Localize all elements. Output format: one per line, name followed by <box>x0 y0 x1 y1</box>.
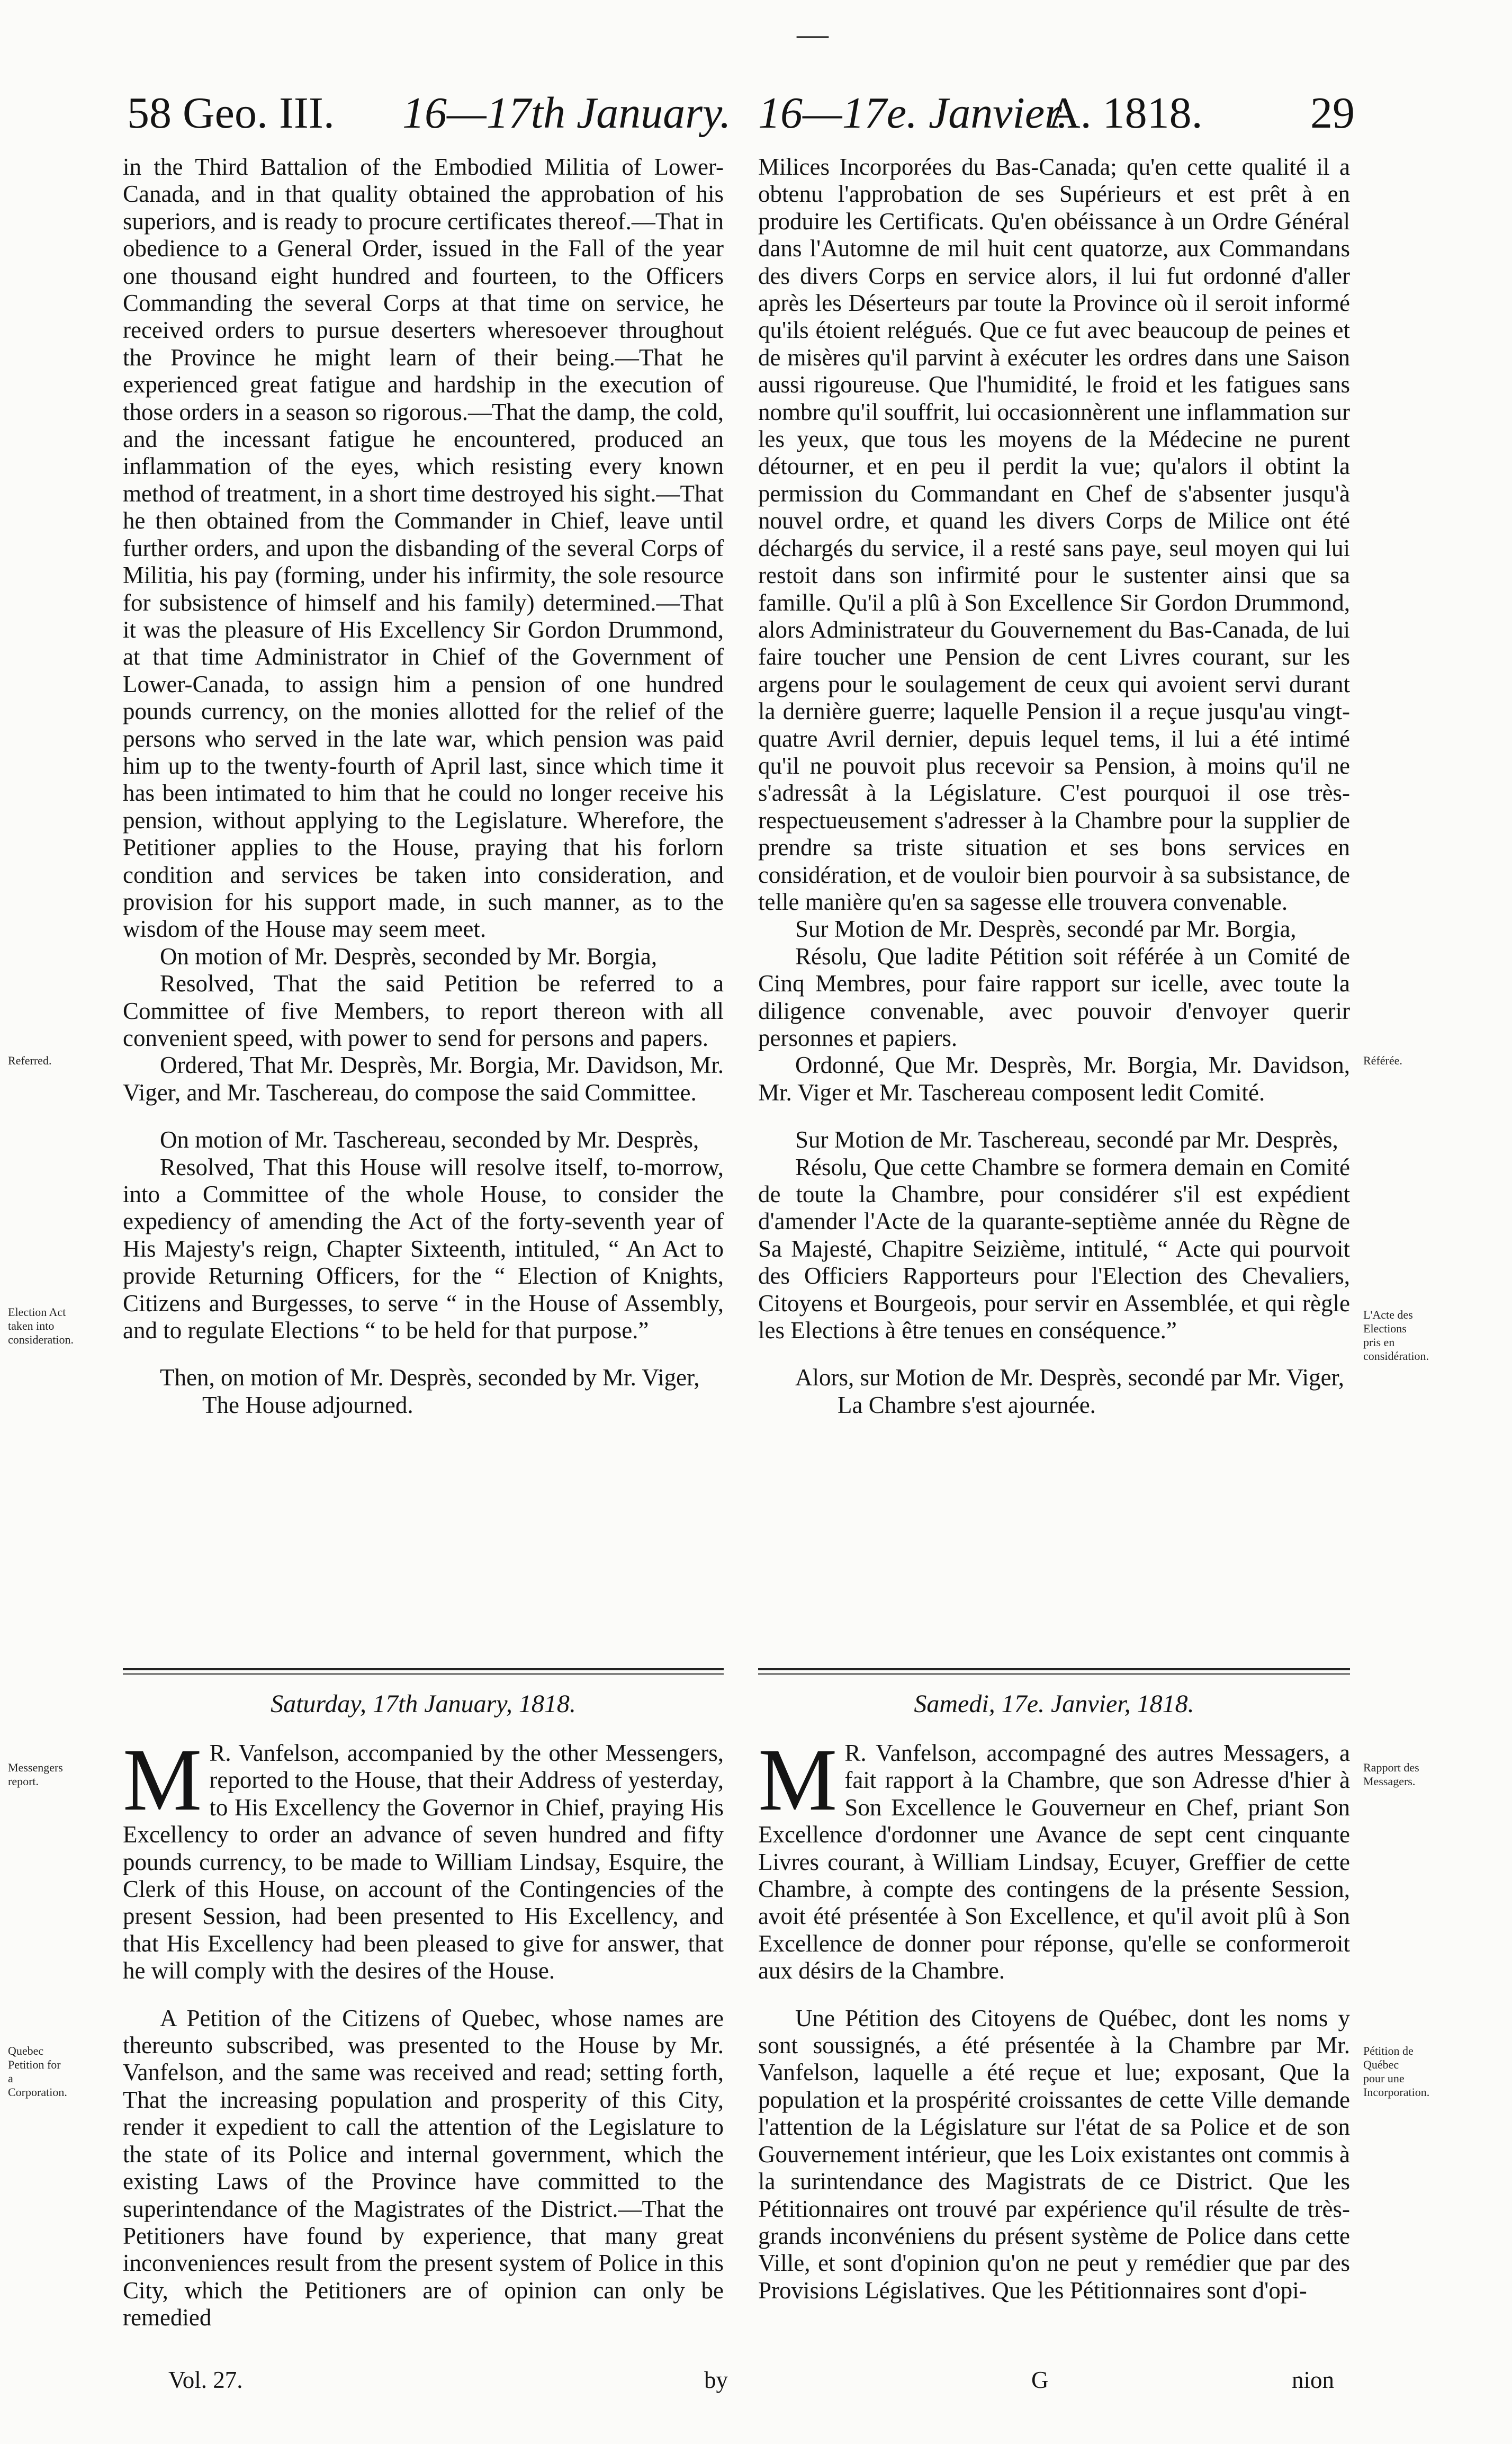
header-regnal-year: 58 Geo. III. <box>127 88 335 138</box>
messengers-report-text: R. Vanfelson, accompanied by the other Messengers, reported to the House, that their Address of yesterday, to His Excellency the Governor in Chief, praying His Excellency to order an advance of seven hundred and fifty pounds currency, to be made to William Lindsay, Esquire, the Clerk of this House, on account of the Contingencies of the present Session, had been presented to His Excellency, and that His Excellency had been pleased to give for answer, that he will comply with the desires of the House. <box>123 1740 724 1984</box>
page-number: 29 <box>1310 88 1355 138</box>
french-dropcap: M <box>758 1731 838 1829</box>
english-column-bottom <box>123 1731 724 2332</box>
motion-taschereau-fr: Sur Motion de Mr. Taschereau, secondé par Mr. Desprès, <box>795 1126 1338 1153</box>
margin-note-referee: Référée. <box>1363 1054 1402 1067</box>
volume-marker: Vol. 27. <box>168 2367 243 2393</box>
resolved-election-act: Resolved, That this House will resolve itself, to-morrow, into a Committee of the whole House, to consider the expediency of amending the Act of the forty-seventh year of His Majesty's reign, Chapter Sixteenth, intituled, “ An Act to provide Returning Officers, for the “ Election of Knights, Citizens and Burgesses, to serve “ in the House of Assembly, and to regulate Elections “ to be held for that purpose.” <box>123 1153 724 1344</box>
margin-note-rapport: Rapport des Messagers. <box>1363 1761 1419 1788</box>
english-sitting-date: Saturday, 17th January, 1818. <box>271 1690 576 1718</box>
petition-text: in the Third Battalion of the Embodied Militia of Lower-Canada, and in that quality obtained the approbation of his superiors, and is ready to procure certificates thereof.—That in obedience to a General Order, issued in the Fall of the year one thousand eight hundred and fourteen, to the Officers Commanding the several Corps at that time on service, he received orders to pursue deserters wheresoever throughout the Province he might learn of their being.—That he experienced great fatigue and hardship in the execution of those orders in a season so rigorous.—That the damp, the cold, and the incessant fatigue he encountered, produced an inflammation of the eyes, which resisting every known method of treatment, in a short time destroyed his sight.—That he then obtained from the Commander in Chief, leave until further orders, and upon the disbanding of the several Corps of Militia, his pay (forming, under his infirmity, the sole resource for subsistence of himself and his family) determined.—That it was the pleasure of His Excellency Sir Gordon Drummond, at that time Administrator in Chief of the Government of Lower-Canada, to assign him a pension of one hundred pounds currency, on the monies allotted for the relief of the persons who served in the late war, which pension was paid him up to the twenty-fourth of April last, since which time it has been intimated to him that he could no longer receive his pension, without applying to the Legislature. Wherefore, the Petitioner applies to the House, praying that his forlorn condition and services be taken into consideration, and provision for his support made, in such manner, as to the wisdom of the House may seem meet. <box>123 154 724 943</box>
rapport-messagers-text: R. Vanfelson, accompagné des autres Messagers, a fait rapport à la Chambre, que son Adresse d'hier à Son Excellence le Gouverneur en Chef, priant Son Excellence d'ordonner une Avance de sept cent cinquante Livres courant, à William Lindsay, Ecuyer, Greffier de cette Chambre, à compte des contingens de la présente Session, avoit été présentée à Son Excellence, et qu'il avoit plû à Son Excellence de donner pour réponse, qu'elle se conformeroit aux désirs de la Chambre. <box>758 1740 1350 1984</box>
motion-adjourn: Then, on motion of Mr. Desprès, seconded by Mr. Viger, <box>160 1364 700 1391</box>
french-column-bottom <box>758 1731 1350 2304</box>
french-column-top <box>758 154 1350 1419</box>
house-adjourned: The House adjourned. <box>202 1391 413 1418</box>
margin-note-petition-quebec: Pétition de Québec pour une Incorporation. <box>1363 2044 1430 2099</box>
petition-quebec-text: Une Pétition des Citoyens de Québec, dont les noms y sont soussignés, a été présentée à la Chambre par Mr. Vanfelson, laquelle a été reçue et lue; exposant, Que la population et la prospérité croissantes de cette Ville demande l'attention de la Législature sur l'état de sa Police et de son Gouvernement intérieur, que les Loix existantes ont commis à la surintendance des Magistrats de ce District. Que les Pétitionnaires ont trouvé par expérience qu'il résulte de très-grands inconvéniens du présent système de Police dans cette Ville, et sont d'opinion qu'on ne peut y remédier que par des Provisions Législatives. Que les Pétitionnaires sont d'opi- <box>758 2004 1350 2304</box>
section-rule-french-thin <box>758 1673 1350 1675</box>
margin-note-messengers: Messengers report. <box>8 1761 63 1788</box>
resolu-election-act-fr: Résolu, Que cette Chambre se formera demain en Comité de toute la Chambre, pour considérer s'il est expédient d'amender l'Acte de la quarante-septième année du Règne de Sa Majesté, Chapitre Seizième, intitulé, “ Acte qui pourvoit des Officiers Rapporteurs pour l'Election des Chevaliers, Citoyens et Bourgeois, pour servir en Assemblée, et qui règle les Elections à être tenues en conséquence.” <box>758 1153 1350 1344</box>
section-rule-french <box>758 1668 1350 1670</box>
petition-text-fr: Milices Incorporées du Bas-Canada; qu'en cette qualité il a obtenu l'approbation de ses Supérieurs et est prêt à en produire les Certificats. Qu'en obéissance à un Ordre Général dans l'Automne de mil huit cent quatorze, aux Commandans des divers Corps en service alors, il lui fut ordonné d'aller après les Déserteurs par toute la Province où il seroit informé qu'ils étoient relégués. Que ce fut avec beaucoup de peines et de misères qu'il parvint à exécuter les ordres dans une Saison aussi rigoureuse. Que l'humidité, le froid et les fatigues sans nombre qu'il souffrit, lui occasionnèrent une inflammation sur les yeux, que tous les moyens de la Médecine ne purent détourner, et en peu il perdit la vue; qu'alors il obtint la permission du Commandant en Chef de s'absenter jusqu'à nouvel ordre, et quand les divers Corps de Milice ont été déchargés du service, il a resté sans paye, seul moyen qui lui restoit dans son infirmité pour le sustenter ainsi que sa famille. Qu'il a plû à Son Excellence Sir Gordon Drummond, alors Administrateur du Gouvernement du Bas-Canada, de lui faire toucher une Pension de cent Livres courant, sur les argens pour le soulagement de ceux qui avoient servi durant la dernière guerre; laquelle Pension il a reçue jusqu'au vingt-quatre Avril dernier, depuis lequel tems, il lui a été intimé qu'il ne pouvoit plus recevoir sa Pension, à moins qu'il ne s'adressât à la Législature. C'est pourquoi il ose très-respectueusement s'adresser à la Chambre pour la supplier de prendre sa triste situation et ses bons services en considération, et de vouloir bien pourvoir à sa subsistance, de telle manière qu'en sa sagesse elle trouvera convenable. <box>758 154 1350 915</box>
margin-note-quebec: Quebec Petition for a Corporation. <box>8 2044 67 2099</box>
printer-mark: — <box>797 16 829 51</box>
catchword-english: by <box>704 2367 728 2393</box>
chambre-ajournee: La Chambre s'est ajournée. <box>838 1391 1096 1418</box>
motion-despres: On motion of Mr. Desprès, seconded by Mr. Borgia, <box>160 943 658 970</box>
section-rule-english <box>123 1668 724 1670</box>
motion-adjourn-fr: Alors, sur Motion de Mr. Desprès, secondé par Mr. Viger, <box>795 1364 1344 1391</box>
margin-note-election-act: Election Act taken into consideration. <box>8 1305 74 1346</box>
header-french-date: 16—17e. Janvier. <box>758 88 1068 138</box>
motion-taschereau: On motion of Mr. Taschereau, seconded by Mr. Desprès, <box>160 1126 699 1153</box>
header-english-date: 16—17th January. <box>402 88 731 138</box>
resolu-referral-fr: Résolu, Que ladite Pétition soit référée à un Comité de Cinq Membres, pour faire rapport sur icelle, avec toute la diligence convenable, avec pouvoir d'envoyer querir personnes et papiers. <box>758 943 1350 1051</box>
ordonne-committee-fr: Ordonné, Que Mr. Desprès, Mr. Borgia, Mr. Davidson, Mr. Viger et Mr. Taschereau composent ledit Comité. <box>758 1052 1350 1106</box>
margin-note-referred: Referred. <box>8 1054 52 1067</box>
french-sitting-date: Samedi, 17e. Janvier, 1818. <box>914 1690 1194 1718</box>
margin-note-acte-elections: L'Acte des Elections pris en considération. <box>1363 1308 1429 1363</box>
section-rule-english-thin <box>123 1673 724 1675</box>
quebec-petition-text: A Petition of the Citizens of Quebec, whose names are thereunto subscribed, was presented to the House by Mr. Vanfelson, and the same was received and read; setting forth, That the increasing population and prosperity of this City, render it expedient to call the attention of the Legislature to the state of its Police and internal government, which the existing Laws of the Province have committed to the superintendance of the Magistrates of the District.—That the Petitioners have found by experience, that many great inconveniences result from the present system of Police in this City, which the Petitioners are of opinion can only be remedied <box>123 2004 724 2331</box>
catchword-french: nion <box>1292 2367 1335 2393</box>
motion-despres-fr: Sur Motion de Mr. Desprès, secondé par Mr. Borgia, <box>795 916 1297 943</box>
ordered-committee: Ordered, That Mr. Desprès, Mr. Borgia, Mr. Davidson, Mr. Viger, and Mr. Taschereau, do compose the said Committee. <box>123 1052 724 1106</box>
english-dropcap: M <box>123 1731 202 1829</box>
signature-mark: G <box>1031 2367 1049 2393</box>
english-column-top <box>123 154 724 1419</box>
resolved-referral: Resolved, That the said Petition be referred to a Committee of five Members, to report thereon with all convenient speed, with power to send for persons and papers. <box>123 970 724 1051</box>
header-year: A. 1818. <box>1048 88 1203 138</box>
